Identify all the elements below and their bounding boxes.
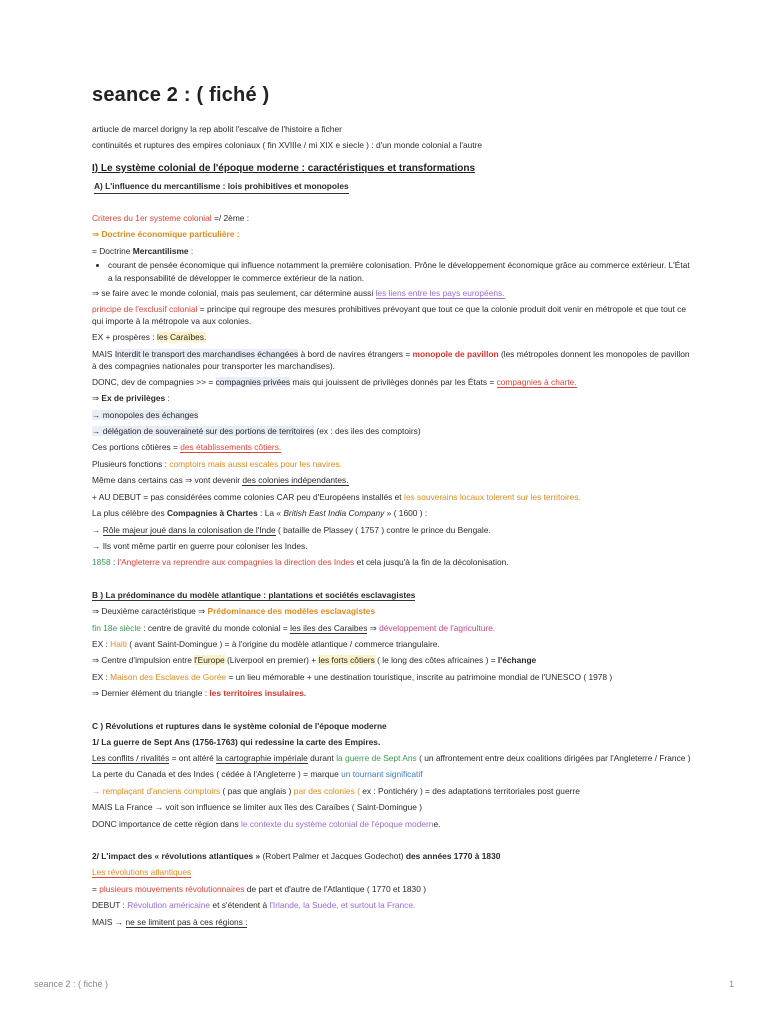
monde-colonial-line: ⇒ se faire avec le monde colonial, mais pas seulement, car détermine aussi les liens entre les pays européens. [92, 288, 505, 299]
sept-ans-heading: 1/ La guerre de Sept Ans (1756-1763) qui redessine la carte des Empires. [92, 736, 381, 747]
doctrine-line: ⇒ Doctrine économique particulière : [92, 229, 240, 240]
conflits-line: Les conflits / rivalités = ont altéré la cartographie impériale durant la guerre de Sept Ans ( un affrontement entre deux coalitions dirigées par l'Angleterre / France ) [92, 753, 691, 764]
goree-line: EX : Maison des Esclaves de Gorée = un lieu mémorable + une destination touristique, inscrite au patrimoine mondial de l'UNESCO ( 1978 ) [92, 671, 613, 682]
mouvements-line: = plusieurs mouvements révolutionnaires de part et d'autre de l'Atlantique ( 1770 et 1830 ) [92, 883, 426, 894]
france-line: MAIS La France → voit son influence se limiter aux îles des Caraïbes ( Saint-Domingue ) [92, 802, 423, 813]
mercantilisme-list [92, 259, 692, 285]
page-number: 1 [728, 979, 734, 989]
monopole-line: MAIS Interdit le transport des marchandises échangées à bord de navires étrangers = monopole de pavillon (les métropoles donnent les monopoles de pavillon à des compagnies nationales pour transporter les marchandises). [92, 348, 690, 371]
dernier-element-line: ⇒ Dernier élément du triangle : les territoires insulaires. [92, 688, 307, 699]
list-item: • courant de pensée économique qui influence notamment la première colonisation. Prône le développement économique grâce au commerce extérieur. L'État a la responsabilité de développer le commerce extérieur de la nation. [108, 259, 692, 285]
document-page [92, 84, 692, 930]
role-majeur-line: → Rôle majeur joué dans la colonisation de l'Inde ( bataille de Plassey ( 1757 ) contre le prince du Bengale. [92, 524, 491, 535]
intro-line-1: artiucle de marcel dorigny la rep abolit l'escalve de l'histoire a ficher [92, 124, 342, 134]
section-b-heading: B ) La prédominance du modèle atlantique : plantations et sociétés esclavagistes [92, 589, 416, 600]
donc-importance-line: DONC importance de cette région dans le contexte du système colonial de l'époque moderne. [92, 818, 441, 829]
guerre-indes-line: → Ils vont même partir en guerre pour coloniser les Indes. [92, 540, 308, 551]
page-title: seance 2 : ( fiché ) [92, 84, 270, 106]
debut-line: DEBUT : Révolution américaine et s'étendent à l'Irlande, la Suede, et surtout la France. [92, 900, 416, 911]
fin-18e-line: fin 18e siècle : centre de gravité du monde colonial = les iles des Caraibes ⇒ développement de l'agriculture. [92, 622, 496, 633]
criteria-line: Criteres du 1er systeme colonial =/ 2ème : [92, 212, 250, 223]
mais-line: MAIS → ne se limitent pas à ces régions : [92, 916, 248, 927]
privileges-line: ⇒ Ex de privilèges : [92, 393, 170, 404]
revolutions-heading: 2/ L'impact des « révolutions atlantiques » (Robert Palmer et Jacques Godechot) des années 1770 à 1830 [92, 851, 501, 861]
footer-title: seance 2 : ( fiché ) [34, 979, 109, 989]
portions-line: Ces portions côtières = des établissements côtiers. [92, 442, 282, 453]
au-debut-line: + AU DEBUT = pas considérées comme colonies CAR peu d'Européens installés et les souverains locaux tolerent sur les territoires. [92, 491, 581, 502]
impulsion-line: ⇒ Centre d'impulsion entre l'Europe (Liverpool en premier) + les forts côtiers ( le long des côtes africaines ) = l'échange [92, 655, 537, 666]
date-1858-line: 1858 : l'Angleterre va reprendre aux compagnies la direction des Indes et cela jusqu'à la fin de la décolonisation. [92, 557, 509, 568]
monopoles-line: → monopoles des échanges [92, 409, 199, 420]
exclusif-line: principe de l'exclusif colonial = principe qui regroupe des mesures prohibitives prévoyant que tout ce que la colonie produit doit venir en métropole et que tout ce qui importe à la métropole va aux colonies. [92, 304, 687, 327]
section-c-heading: C ) Révolutions et ruptures dans le système colonial de l'époque moderne [92, 720, 387, 731]
deuxieme-line: ⇒ Deuxième caractéristique ⇒ Prédominance des modèles esclavagistes [92, 606, 376, 617]
fonctions-line: Plusieurs fonctions : comptoirs mais aussi escales pour les navires. [92, 458, 342, 469]
remplacant-line: → remplaçant d'anciens comptoirs ( pas que anglais ) par des colonies ( ex : Pontichéry ) = des adaptations territoriales post guerre [92, 785, 580, 796]
mercantilisme-line: = Doctrine Mercantilisme : [92, 245, 194, 256]
section-a-heading: A) L'influence du mercantilisme : lois prohibitives et monopoles [94, 179, 349, 194]
ex-prosperes-line: EX + prospères : les Caraïbes. [92, 332, 207, 343]
celebre-line: La plus célèbre des Compagnies à Chartes : La « British East India Company » ( 1600 ) : [92, 508, 428, 519]
delegation-line: → délégation de souveraineté sur des portions de territoires (ex : des iles des comptoirs) [92, 426, 421, 437]
perte-canada-line: La perte du Canada et des Indes ( cédée à l'Angleterre ) = marque un tournant significatif [92, 769, 423, 780]
independantes-line: Même dans certains cas ⇒ vont devenir des colonies indépendantes. [92, 475, 349, 486]
compagnies-line: DONC, dev de compagnies >> = compagnies privées mais qui jouissent de privilèges donnés par les États = compagnies à charte. [92, 376, 577, 387]
section-1-heading: I) Le système colonial de l'époque moderne : caractéristiques et transformations [92, 162, 476, 174]
haiti-line: EX : Haiti ( avant Saint-Domingue ) = à l'origine du modèle atlantique / commerce triangulaire. [92, 638, 440, 649]
revolutions-atlantiques-line: Les révolutions atlantiques [92, 867, 192, 878]
intro-line-2: continuités et ruptures des empires coloniaux ( fin XVIIIe / mi XIX e siecle ) : d'un monde colonial a l'autre [92, 140, 483, 151]
